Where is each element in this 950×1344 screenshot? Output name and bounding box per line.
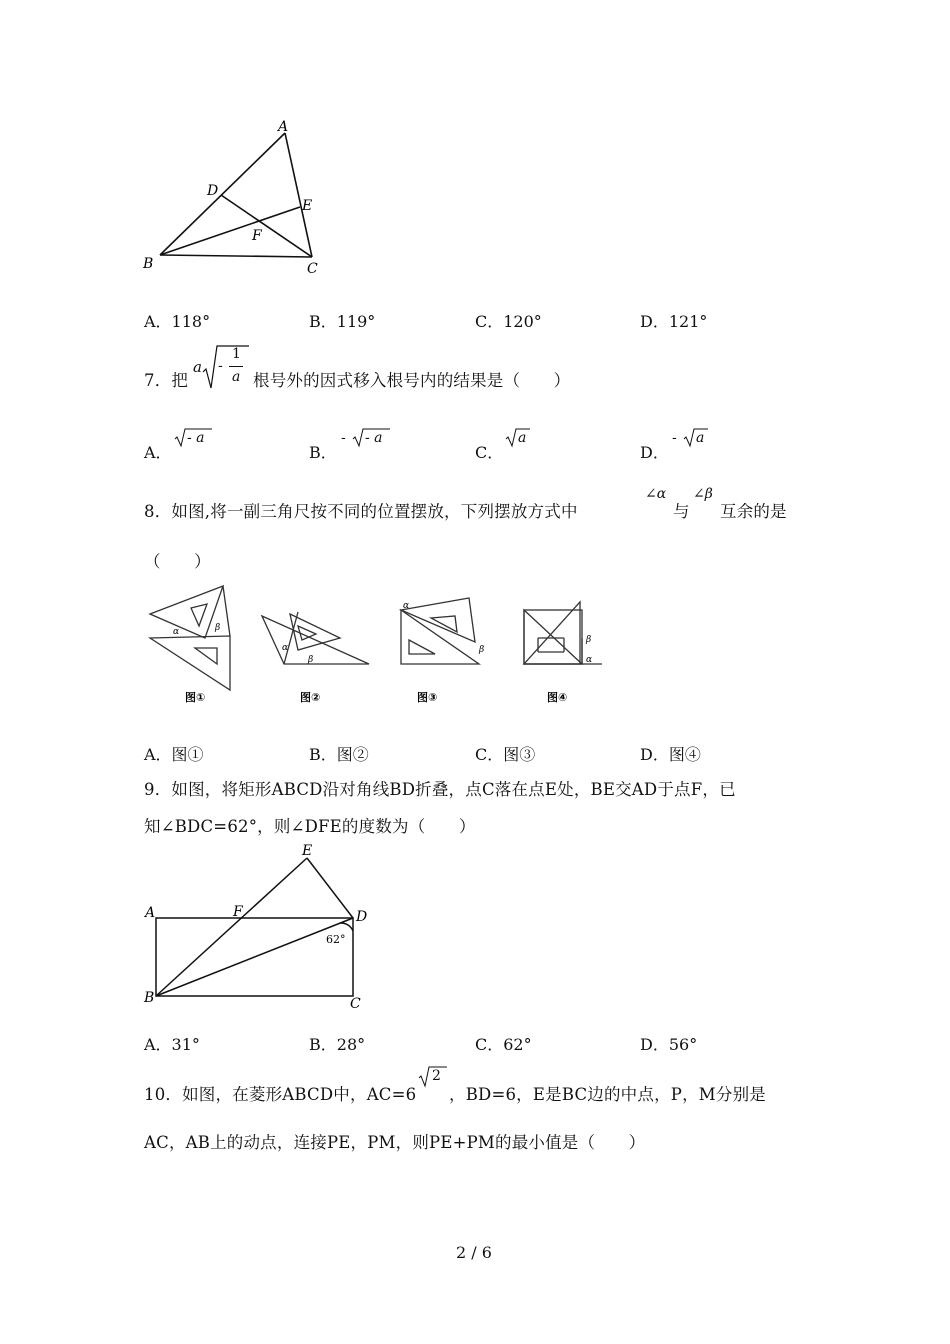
q9-option-b[interactable]: B．28° xyxy=(309,1035,366,1054)
q7-suffix: 根号外的因式移入根号内的结果是（ ） xyxy=(253,371,571,390)
q7-expr-sign: - xyxy=(218,358,223,374)
q7-option-c-inner: a xyxy=(518,430,527,446)
q8-figure-4 xyxy=(520,582,615,712)
q7-expr-coef: a xyxy=(193,358,202,376)
q8-option-a[interactable]: A．图① xyxy=(144,745,204,764)
q8-option-d[interactable]: D．图④ xyxy=(640,745,701,764)
q9-line1: 9．如图，将矩形ABCD沿对角线BD折叠，点C落在点E处，BE交AD于点F，已 xyxy=(144,780,736,799)
q7-option-c-label: C． xyxy=(475,443,504,462)
q8-fig3-caption: 图③ xyxy=(417,691,438,704)
q9-option-c[interactable]: C．62° xyxy=(475,1035,532,1054)
q6-option-d[interactable]: D．121° xyxy=(640,312,708,331)
q7-option-a[interactable] xyxy=(144,428,274,464)
q8-figure-2 xyxy=(258,582,378,712)
q8-figure-3 xyxy=(395,582,495,712)
q8-fig1-caption: 图① xyxy=(185,691,206,704)
q8-fig2-beta: β xyxy=(308,655,314,665)
q7-option-b-label: B． xyxy=(309,443,337,462)
q7-option-b-inner: - a xyxy=(365,430,383,446)
q8-fig2-caption: 图② xyxy=(300,691,321,704)
label-d: D xyxy=(207,183,219,199)
q9-line2: 知∠BDC=62°，则∠DFE的度数为（ ） xyxy=(144,817,476,836)
q9-option-a[interactable]: A．31° xyxy=(144,1035,200,1054)
q9-rectangle-figure xyxy=(140,840,380,1012)
label-f: F xyxy=(252,228,262,244)
q7-option-b-outer: - xyxy=(341,430,346,446)
q9-label-c: C xyxy=(350,996,361,1012)
q7-option-d[interactable] xyxy=(640,428,770,464)
q6-option-b[interactable]: B．119° xyxy=(309,312,376,331)
q10-line1-b: ，BD=6，E是BC边的中点，P，M分别是 xyxy=(449,1085,766,1104)
q10-line2: AC，AB上的动点，连接PE，PM，则PE+PM的最小值是（ ） xyxy=(144,1133,646,1152)
q8-fig3-alpha: α xyxy=(403,601,410,611)
q9-option-d[interactable]: D．56° xyxy=(640,1035,698,1054)
q7-option-d-inner: a xyxy=(696,430,705,446)
q9-angle-label: 62° xyxy=(326,933,346,946)
q8-fig3-beta: β xyxy=(479,645,485,655)
q8-fig4-caption: 图④ xyxy=(547,691,568,704)
q8-paren: （ ） xyxy=(144,552,211,571)
q10-line1-a: 10．如图，在菱形ABCD中，AC=6 xyxy=(144,1085,417,1104)
q7-option-d-outer: - xyxy=(672,430,677,446)
q8-figure-1 xyxy=(145,582,245,712)
q9-label-e: E xyxy=(302,843,313,859)
q9-label-a: A xyxy=(145,905,156,921)
q6-option-a[interactable]: A．118° xyxy=(144,312,211,331)
q10-sqrt xyxy=(418,1066,448,1088)
q8-beta: ∠β xyxy=(693,486,713,502)
q7-expression xyxy=(193,344,249,392)
q9-label-f: F xyxy=(233,904,243,920)
q9-label-b: B xyxy=(144,990,155,1006)
label-b: B xyxy=(143,256,154,272)
q7-prefix: 7．把 xyxy=(144,371,189,390)
q8-text-part1: 8．如图,将一副三角尺按不同的位置摆放，下列摆放方式中 xyxy=(144,502,578,521)
q8-text-part2: 互余的是 xyxy=(720,502,787,521)
q8-fig1-alpha: α xyxy=(173,627,180,637)
q8-fig4-beta: β xyxy=(586,635,592,645)
q7-radical-sign xyxy=(202,344,250,392)
label-e: E xyxy=(302,198,313,214)
q7-expr-num: 1 xyxy=(232,346,241,362)
q8-alpha: ∠α xyxy=(645,486,667,502)
q7-fraction-bar xyxy=(229,366,243,367)
q6-option-c[interactable]: C．120° xyxy=(475,312,542,331)
q7-option-a-label: A． xyxy=(144,443,172,462)
q8-option-c[interactable]: C．图③ xyxy=(475,745,536,764)
q8-fig1-beta: β xyxy=(215,623,221,633)
q10-sqrt-inner: 2 xyxy=(432,1068,441,1084)
q7-option-b[interactable] xyxy=(309,428,439,464)
q8-option-b[interactable]: B．图② xyxy=(309,745,369,764)
q8-mid: 与 xyxy=(673,502,690,521)
q8-fig2-alpha: α xyxy=(282,643,289,653)
q8-fig4-alpha: α xyxy=(586,655,593,665)
label-a: A xyxy=(278,119,289,135)
q7-option-c[interactable] xyxy=(475,428,605,464)
q6-triangle-figure xyxy=(135,115,335,280)
q7-option-d-label: D． xyxy=(640,443,669,462)
q7-option-a-inner: - a xyxy=(187,430,205,446)
label-c: C xyxy=(307,261,318,277)
page-number: 2 / 6 xyxy=(456,1243,492,1262)
q7-expr-den: a xyxy=(232,369,241,385)
q9-label-d: D xyxy=(356,909,368,925)
